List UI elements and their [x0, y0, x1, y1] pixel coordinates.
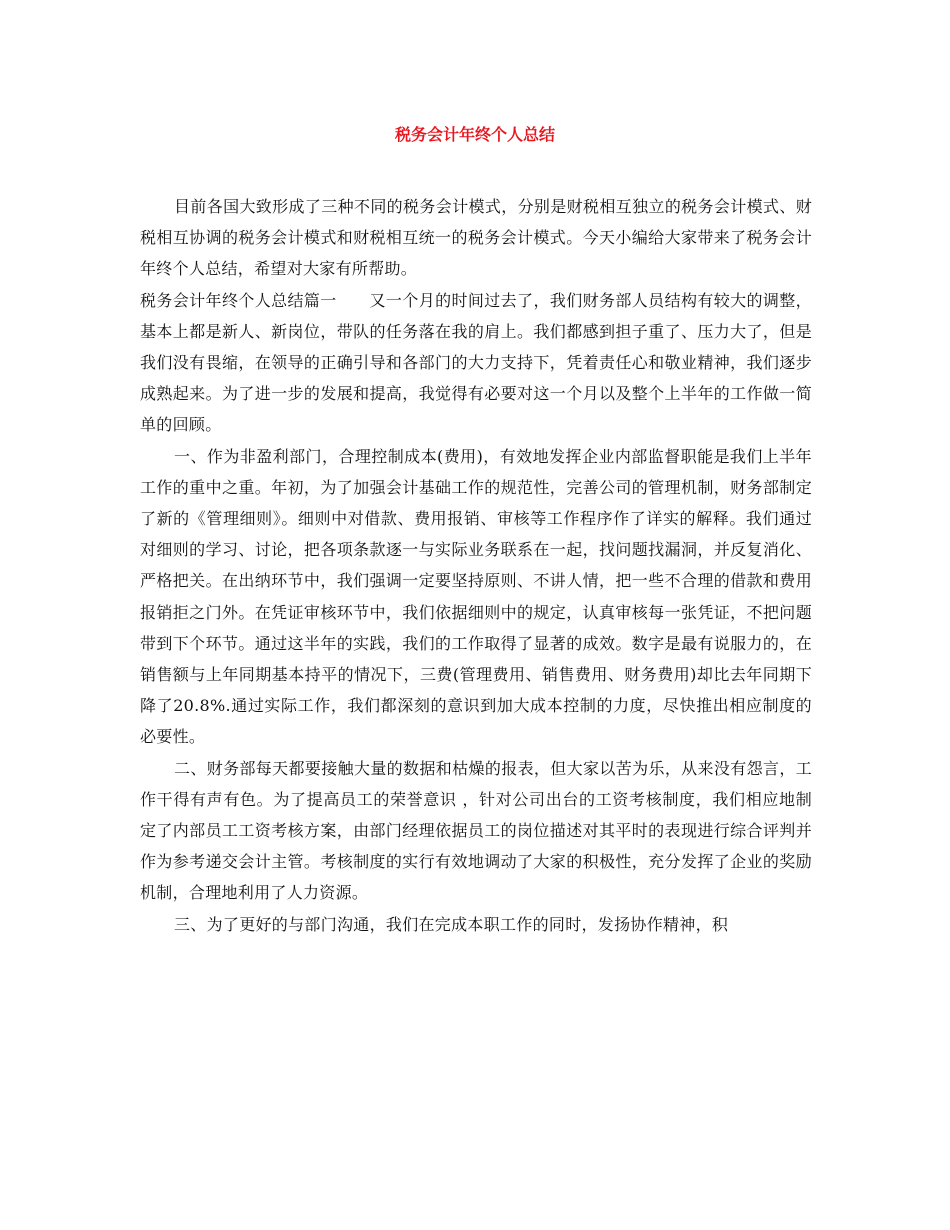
document-body	[140, 191, 812, 940]
document-title: 税务会计年终个人总结	[394, 125, 555, 144]
section1-heading: 税务会计年终个人总结篇一	[140, 290, 337, 310]
paragraph-2: 二、财务部每天都要接触大量的数据和枯燥的报表，但大家以苦为乐，从来没有怨言，工作干得有声有色。为了提高员工的荣誉意识 ，针对公司出台的工资考核制度，我们相应地制定了内部员工工资考核方案，由部门经理依据员工的岗位描述对其平时的表现进行综合评判并作为参考递交会计主管。考核制度的实行有效地调动了大家的积极性，充分发挥了企业的奖励机制，合理地利用了人力资源。	[140, 758, 812, 903]
paragraph-1: 一、作为非盈利部门，合理控制成本(费用)，有效地发挥企业内部监督职能是我们上半年工作的重中之重。年初，为了加强会计基础工作的规范性，完善公司的管理机制，财务部制定了新的《管理细则》。细则中对借款、费用报销、审核等工作程序作了详实的解释。我们通过对细则的学习、讨论，把各项条款逐一与实际业务联系在一起，找问题找漏洞，并反复消化、严格把关。在出纳环节中，我们强调一定要坚持原则、不讲人情，把一些不合理的借款和费用报销拒之门外。在凭证审核环节中，我们依据细则中的规定，认真审核每一张凭证，不把问题带到下个环节。通过这半年的实践，我们的工作取得了显著的成效。数字是最有说服力的，在销售额与上年同期基本持平的情况下，三费(管理费用、销售费用、财务费用)却比去年同期下降了20.8%.通过实际工作，我们都深刻的意识到加大成本控制的力度，尽快推出相应制度的必要性。	[140, 446, 812, 747]
intro-paragraph: 目前各国大致形成了三种不同的税务会计模式，分别是财税相互独立的税务会计模式、财税相互协调的税务会计模式和财税相互统一的税务会计模式。今天小编给大家带来了税务会计年终个人总结，希望对大家有所帮助。	[140, 197, 812, 279]
section1-text: 又一个月的时间过去了，我们财务部人员结构有较大的调整，基本上都是新人、新岗位，带队的任务落在我的肩上。我们都感到担子重了、压力大了，但是我们没有畏缩，在领导的正确引导和各部门的大力支持下，凭着责任心和敬业精神，我们逐步成熟起来。为了进一步的发展和提高，我觉得有必要对这一个月以及整个上半年的工作做一简单的回顾。	[140, 290, 812, 435]
paragraph-3: 三、为了更好的与部门沟通，我们在完成本职工作的同时，发扬协作精神，积	[174, 914, 729, 934]
section1-paragraph	[140, 285, 812, 441]
